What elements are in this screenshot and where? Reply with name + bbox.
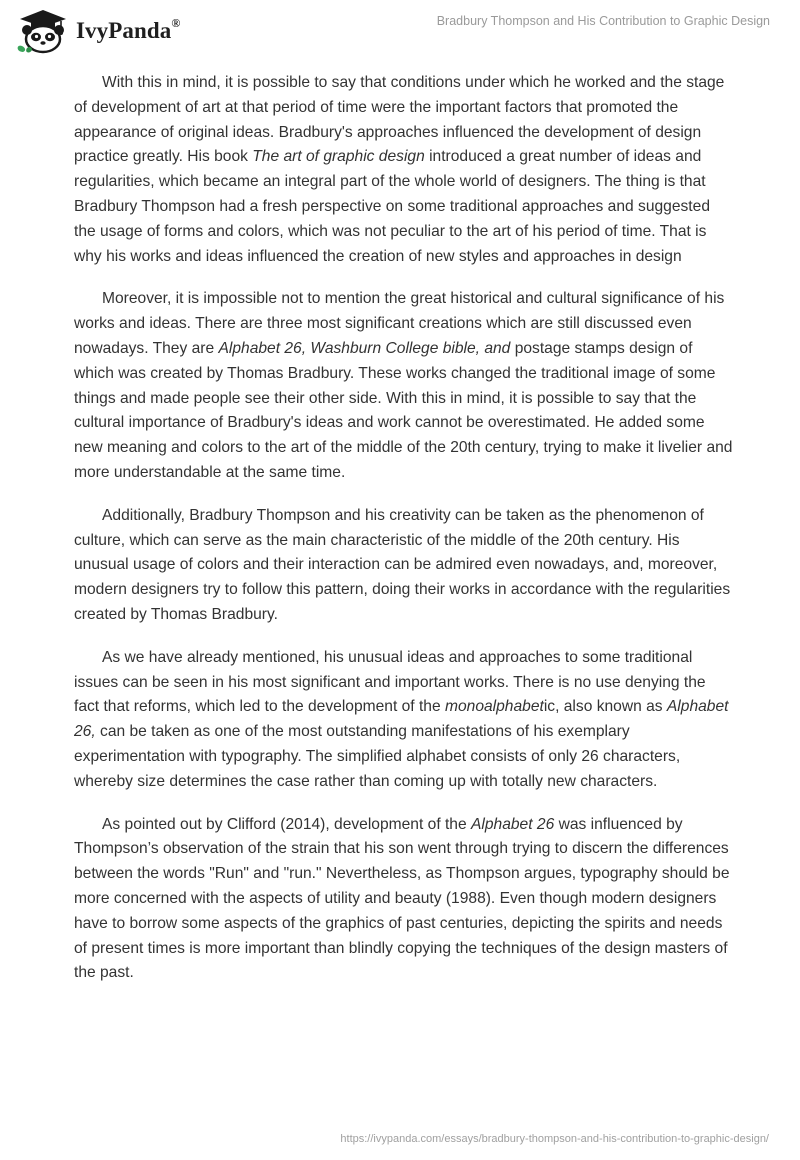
brand-name: IvyPanda® <box>76 16 181 43</box>
source-url-link[interactable]: https://ivypanda.com/essays/bradbury-thompson-and-his-contribution-to-graphic-design/ <box>340 1133 769 1145</box>
paragraph-1: With this in mind, it is possible to say that conditions under which he worked and the stage of development of art at that period of time were the important factors that promoted the appearance of original ideas. Bradbury's approaches influenced the development of design practice greatly. His book The art of graphic design introduced a great number of ideas and regularities, which became an integral part of the whole world of designers. The thing is that Bradbury Thompson had a fresh perspective on some traditional approaches and suggested the usage of forms and colors, which was not peculiar to the art of his period of time. That is why his works and ideas influenced the creation of new styles and approaches in design <box>74 74 725 265</box>
document-title: Bradbury Thompson and His Contribution to Graphic Design <box>436 14 770 28</box>
paragraph-2: Moreover, it is impossible not to mention the great historical and cultural significance of his works and ideas. There are three most significant creations which are still discussed even nowadays. They are Alphabet 26, Washburn College bible, and postage stamps design of which was created by Thomas Bradbury. These works changed the traditional image of some things and made people see their other side. With this in mind, it is possible to say that the cultural importance of Bradbury's ideas and work cannot be overestimated. He added some new meaning and colors to the art of the middle of the 20th century, trying to make it livelier and more understandable at the same time. <box>74 290 733 481</box>
essay-body <box>74 71 734 1004</box>
paragraph-3: Additionally, Bradbury Thompson and his creativity can be taken as the phenomenon of culture, which can serve as the main characteristic of the middle of the 20th century. His unusual usage of colors and their interaction can be admired even nowadays, and, moreover, modern designers try to follow this pattern, doing their works in accordance with the regularities created by Thomas Bradbury. <box>74 506 731 623</box>
page-header <box>0 0 800 60</box>
ivypanda-logo[interactable] <box>14 8 180 54</box>
panda-graduate-icon <box>14 8 72 54</box>
paragraph-5: As pointed out by Clifford (2014), development of the Alphabet 26 was influenced by Thompson’s observation of the strain that his son went through trying to discern the differences between the words "Run" and "run." Nevertheless, as Thompson argues, typography should be more concerned with the aspects of utility and beauty (1988). Even though modern designers have to borrow some aspects of the graphics of past centuries, depicting the spirits and needs of present times is more important than blindly copying the techniques of the design masters of the past. <box>74 815 730 982</box>
paragraph-4: As we have already mentioned, his unusual ideas and approaches to some traditional issues can be seen in his most significant and important works. There is no use denying the fact that reforms, which led to the development of the monoalphabetic, also known as Alphabet 26, can be taken as one of the most outstanding manifestations of his exemplary experimentation with typography. The simplified alphabet consists of only 26 characters, whereby size determines the case rather than coming up with totally new characters. <box>74 648 729 790</box>
